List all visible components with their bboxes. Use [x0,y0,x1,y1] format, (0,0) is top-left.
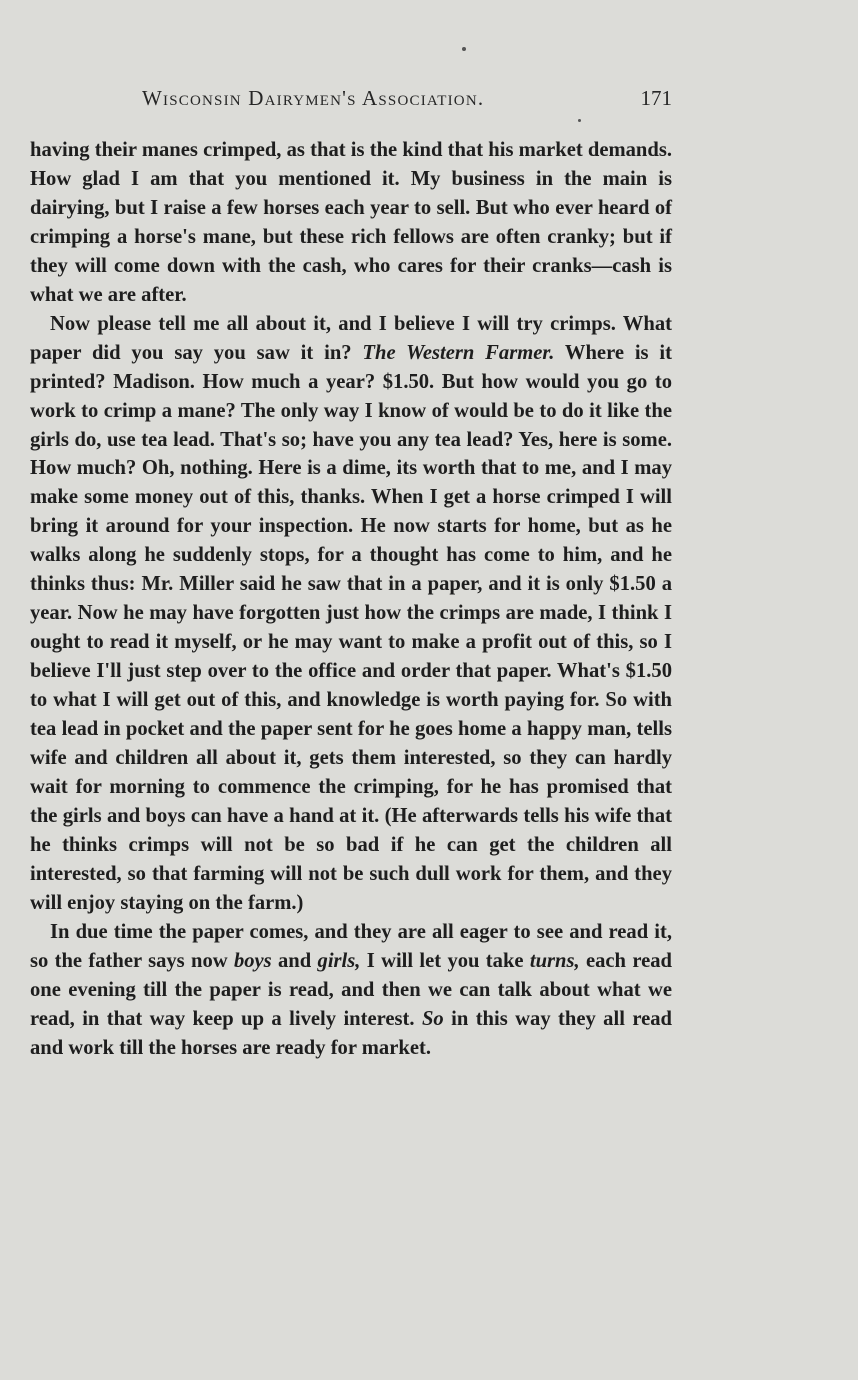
text-segment: having their manes crimped, as that is the kind that his market demands. How glad I am that you mentioned it. My business in the main is dairying, but I raise a few horses each year to sell. But who ever heard of crimping a horse's mane, but these rich fellows are often cranky; but if they will come down with the cash, who cares for their cranks—cash is what we are after. [30,139,672,306]
text-segment: Where is it printed? Madison. How much a year? $1.50. But how would you go to work to crimp a mane? The only way I know of would be to do it like the girls do, use tea lead. That's so; have you any tea lead? Yes, here is some. How much? Oh, nothing. Here is a dime, its worth that to me, and I may make some money out of this, thanks. When I get a horse crimped I will bring it around for your inspection. He now starts for home, but as he walks along he suddenly stops, for a thought has come to him, and he thinks thus: Mr. Miller said he saw that in a paper, and it is only $1.50 a year. Now he may have forgotten just how the crimps are made, I think I ought to read it myself, or he may want to make a profit out of this, so I believe I'll just step over to the office and order that paper. What's $1.50 to what I will get out of this, and knowledge is worth paying for. So with tea lead in pocket and the paper sent for he goes home a happy man, tells wife and children all about it, gets them interested, so they can hardly wait for morning to commence the crimping, for he has promised that the girls and boys can have a hand at it. (He afterwards tells his wife that he thinks crimps will not be so bad if he can get the children all interested, so that farming will not be such dull work for them, and they will enjoy staying on the farm.) [30,341,672,914]
page-header [30,86,672,116]
paragraph [30,310,672,918]
italic-text-segment: girls, [317,949,361,972]
text-segment: Now please tell me all about it, and I believe I will try crimps. What paper did you say you saw it in? [30,312,672,364]
italic-text-segment: turns, [529,949,580,972]
italic-text-segment: boys [233,949,272,972]
running-head: Wisconsin Dairymen's Association. [142,86,485,110]
paragraph [30,918,672,1063]
text-segment: in this way they all read and work till the horses are ready for market. [30,1007,672,1059]
text-segment: and [271,949,318,972]
paper-speck [462,47,466,51]
text-segment: I will let you take [360,949,530,972]
text-segment: each read one evening till the paper is read, and then we can talk about what we read, in that way keep up a lively interest. [30,949,672,1030]
italic-text-segment: The Western Farmer. [362,341,555,364]
paragraph [30,136,672,310]
text-segment: In due time the paper comes, and they are all eager to see and read it, so the father says now [30,920,672,972]
paper-speck [578,119,581,122]
body-text [30,136,672,1063]
italic-text-segment: So [421,1007,444,1030]
page-number: 171 [640,86,672,110]
